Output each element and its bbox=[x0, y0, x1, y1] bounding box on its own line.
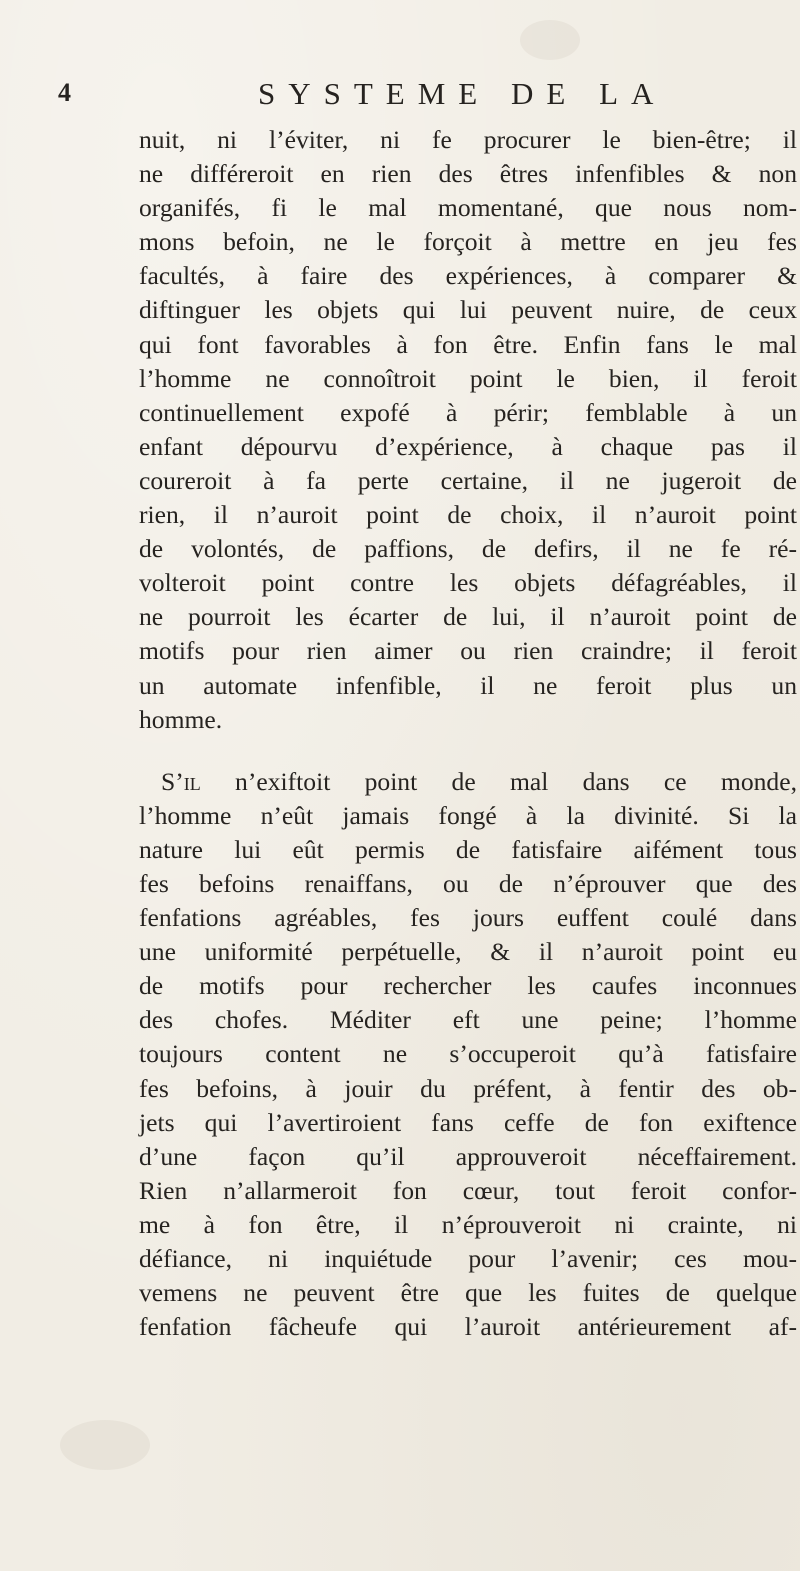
paragraph-2 bbox=[139, 765, 797, 1345]
text-line: diftinguer les objets qui lui peuvent nuire, de ceux bbox=[139, 295, 797, 325]
running-head bbox=[58, 76, 758, 116]
paper-stain bbox=[60, 1420, 150, 1470]
text-line: des chofes. Méditer eft une peine; l’homme bbox=[139, 1005, 797, 1035]
paper-stain bbox=[520, 20, 580, 60]
text-line: continuellement expofé à périr; femblable à un bbox=[139, 397, 797, 427]
text-line: ne pourroit les écarter de lui, il n’auroit point de bbox=[139, 602, 797, 632]
text-line-first bbox=[139, 765, 797, 799]
text-line: ne différeroit en rien des êtres infenfibles & non bbox=[139, 159, 797, 189]
text-line: fenfation fâcheufe qui l’auroit antérieurement af- bbox=[139, 1312, 797, 1342]
text-line: coureroit à fa perte certaine, il ne jugeroit de bbox=[139, 465, 797, 495]
text-line: qui font favorables à fon être. Enfin fans le mal bbox=[139, 329, 797, 359]
text-line: l’homme n’eût jamais fongé à la divinité. Si la bbox=[139, 800, 797, 830]
text-line: vemens ne peuvent être que les fuites de quelque bbox=[139, 1278, 797, 1308]
paragraph-gap bbox=[139, 737, 797, 765]
text-line-rest: n’exiftoit point de mal dans ce monde, bbox=[200, 766, 797, 796]
text-line: fes befoins renaiffans, ou de n’éprouver que des bbox=[139, 868, 797, 898]
text-line: fes befoins, à jouir du préfent, à fentir des ob- bbox=[139, 1073, 797, 1103]
text-line: motifs pour rien aimer ou rien craindre; il feroit bbox=[139, 636, 797, 666]
text-line: volteroit point contre les objets défagréables, il bbox=[139, 568, 797, 598]
page-number: 4 bbox=[58, 78, 71, 107]
text-line: Rien n’allarmeroit fon cœur, tout feroit confor- bbox=[139, 1175, 797, 1205]
text-line: organifés, fi le mal momentané, que nous nom- bbox=[139, 193, 797, 223]
text-line: défiance, ni inquiétude pour l’avenir; ces mou- bbox=[139, 1244, 797, 1273]
text-line: d’une façon qu’il approuveroit néceffairement. bbox=[139, 1141, 797, 1171]
text-line: enfant dépourvu d’expérience, à chaque pas il bbox=[139, 431, 797, 461]
text-line: mons befoin, ne le forçoit à mettre en jeu fes bbox=[139, 227, 797, 257]
text-line: nuit, ni l’éviter, ni fe procurer le bien-être; il bbox=[139, 125, 797, 154]
text-line: nature lui eût permis de fatisfaire aifément tous bbox=[139, 834, 797, 864]
text-line: homme. bbox=[139, 704, 223, 734]
text-line: fenfations agréables, fes jours euffent coulé dans bbox=[139, 903, 797, 933]
text-line: rien, il n’auroit point de choix, il n’auroit point bbox=[139, 500, 797, 530]
text-line: de motifs pour rechercher les caufes inconnues bbox=[139, 971, 797, 1001]
text-line: me à fon être, il n’éprouveroit ni crainte, ni bbox=[139, 1209, 797, 1239]
running-title: SYSTEME DE LA bbox=[258, 76, 667, 111]
text-line: un automate infenfible, il ne feroit plus un bbox=[139, 670, 797, 700]
text-line: de volontés, de paffions, de defirs, il ne fe ré- bbox=[139, 534, 797, 564]
body-text bbox=[139, 123, 797, 1344]
text-line: toujours content ne s’occuperoit qu’à fatisfaire bbox=[139, 1039, 797, 1069]
text-line: l’homme ne connoîtroit point le bien, il feroit bbox=[139, 363, 797, 393]
drop-word: S’il bbox=[161, 766, 201, 796]
text-line: une uniformité perpétuelle, & il n’auroit point eu bbox=[139, 937, 797, 967]
text-line: facultés, à faire des expériences, à comparer & bbox=[139, 261, 797, 291]
text-line: jets qui l’avertiroient fans ceffe de fon exiftence bbox=[139, 1107, 797, 1137]
paragraph-1 bbox=[139, 123, 797, 737]
